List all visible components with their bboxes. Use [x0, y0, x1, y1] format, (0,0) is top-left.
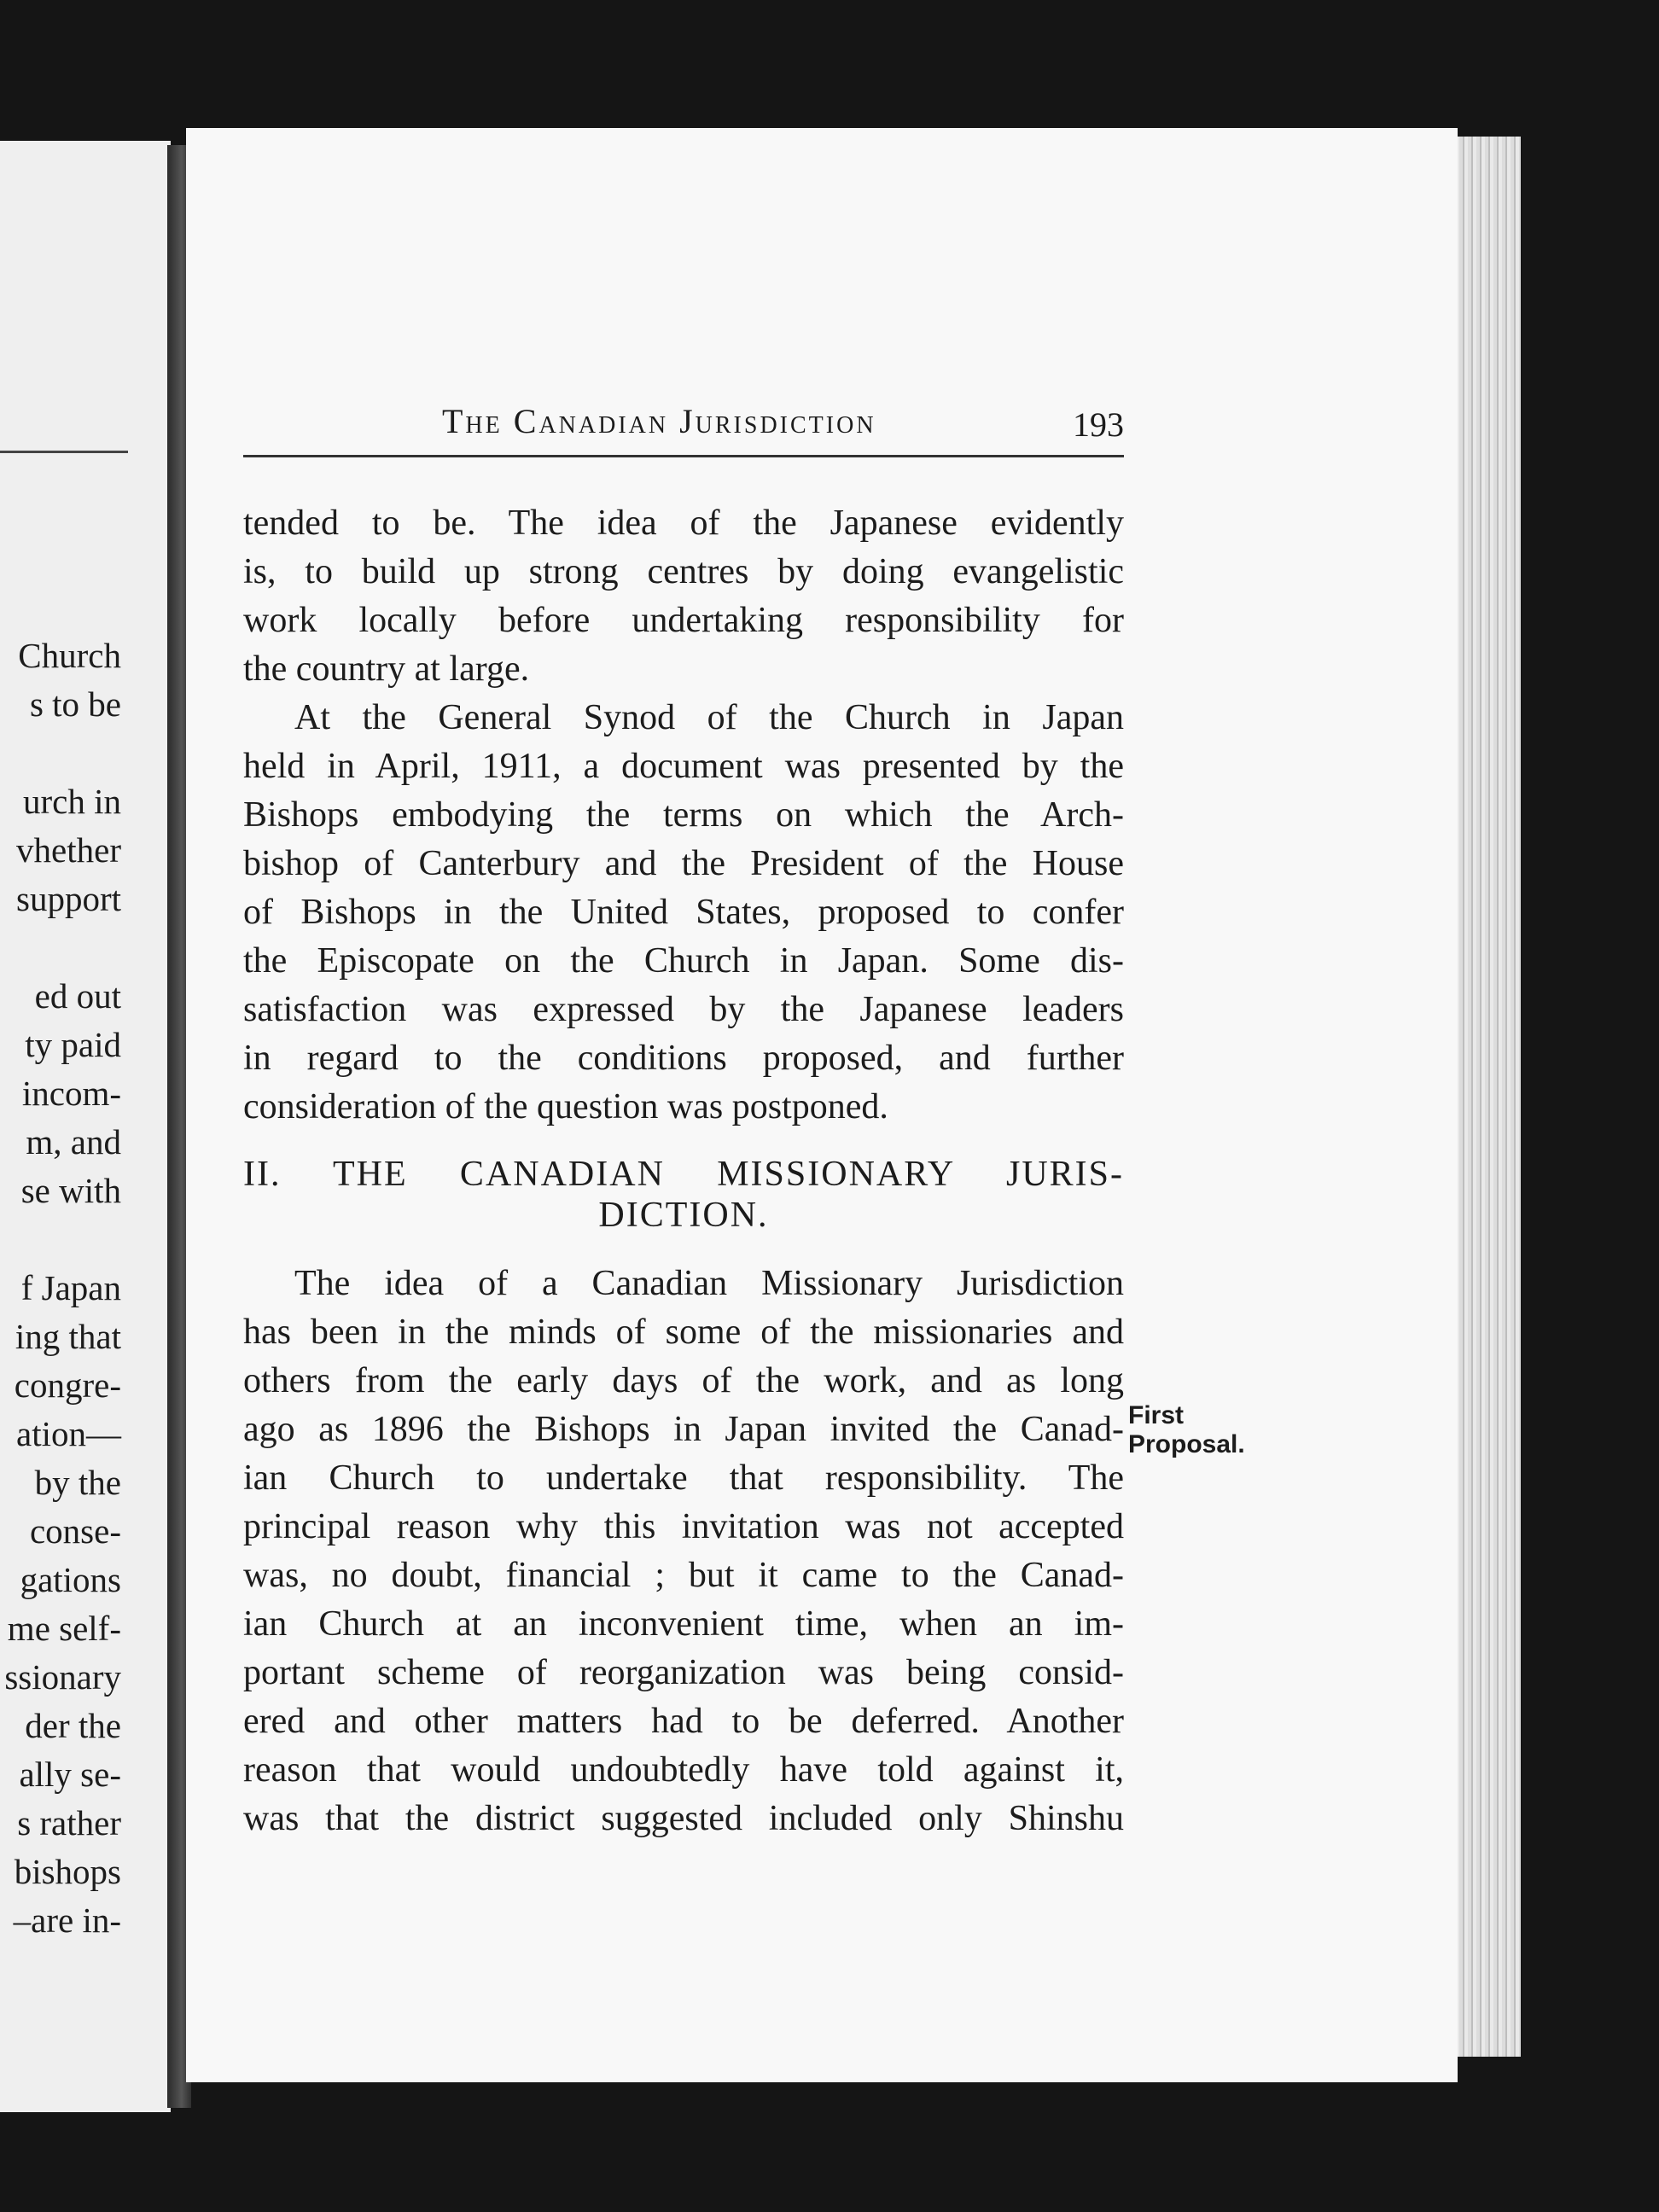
- left-fragment: bishops: [14, 1852, 121, 1891]
- left-fragment: s to be: [29, 684, 121, 724]
- paragraph-3: [243, 1260, 1124, 1843]
- page-number: 193: [1073, 405, 1124, 444]
- text-line: consideration of the question was postponed.: [243, 1087, 888, 1126]
- text-line: in regard to the conditions proposed, and further: [243, 1039, 1124, 1078]
- running-header: [243, 401, 1124, 452]
- text-line: principal reason why this invitation was not accepted: [243, 1507, 1124, 1546]
- text-line: is, to build up strong centres by doing evangelistic: [243, 552, 1124, 591]
- left-fragment: m, and: [26, 1122, 121, 1161]
- left-fragment: der the: [25, 1706, 121, 1745]
- text-line: work locally before undertaking responsibility for: [243, 601, 1124, 640]
- section-heading: [243, 1154, 1124, 1236]
- text-line: reason that would undoubtedly have told against it,: [243, 1750, 1124, 1790]
- header-rule: [243, 455, 1124, 457]
- text-line: ago as 1896 the Bishops in Japan invited the Canad-: [243, 1410, 1124, 1449]
- left-fragment: [0, 1215, 121, 1264]
- left-fragment: ally se-: [19, 1755, 121, 1794]
- left-fragment: vhether: [16, 830, 121, 870]
- left-fragment: ed out: [34, 976, 121, 1016]
- left-fragment: [0, 729, 121, 777]
- left-fragment: gations: [20, 1560, 121, 1599]
- left-fragment: f Japan: [20, 1268, 121, 1307]
- left-fragment: ssionary: [4, 1657, 121, 1697]
- text-line: others from the early days of the work, and as long: [243, 1361, 1124, 1400]
- left-fragment: conse-: [29, 1511, 121, 1551]
- text-line: At the General Synod of the Church in Japan: [294, 698, 1124, 737]
- text-line: the country at large.: [243, 649, 530, 689]
- left-fragment: urch in: [23, 782, 121, 821]
- text-line: ered and other matters had to be deferred. Another: [243, 1702, 1124, 1741]
- section-heading-line-1: II. THE CANADIAN MISSIONARY JURIS-: [243, 1155, 1124, 1194]
- section-heading-line-2: DICTION.: [598, 1196, 769, 1235]
- text-line: of Bishops in the United States, proposed to confer: [243, 893, 1124, 932]
- text-line: ian Church at an inconvenient time, when an im-: [243, 1604, 1124, 1644]
- left-fragment: se with: [20, 1171, 121, 1210]
- left-fragment: ation—: [16, 1414, 121, 1453]
- text-line: The idea of a Canadian Missionary Jurisdiction: [294, 1264, 1124, 1303]
- facing-page-text-fragments: [0, 632, 121, 1945]
- paragraph-2: [243, 694, 1124, 1132]
- body-text: [243, 499, 1124, 1843]
- text-line: satisfaction was expressed by the Japanese leaders: [243, 990, 1124, 1029]
- text-line: portant scheme of reorganization was being consid-: [243, 1653, 1124, 1692]
- text-line: held in April, 1911, a document was presented by the: [243, 747, 1124, 786]
- text-line: bishop of Canterbury and the President of the House: [243, 844, 1124, 883]
- text-line: the Episcopate on the Church in Japan. Some dis-: [243, 941, 1124, 981]
- facing-page-left: [0, 141, 171, 2112]
- left-fragment: incom-: [21, 1074, 121, 1113]
- text-line: tended to be. The idea of the Japanese evidently: [243, 504, 1124, 543]
- text-line: has been in the minds of some of the missionaries and: [243, 1313, 1124, 1352]
- left-fragment: support: [16, 879, 121, 918]
- text-line: was, no doubt, financial ; but it came to the Canad-: [243, 1556, 1124, 1595]
- margin-note: [1128, 1401, 1245, 1459]
- left-fragment: s rather: [17, 1803, 121, 1842]
- text-line: Bishops embodying the terms on which the Arch-: [243, 795, 1124, 835]
- left-fragment: –are in-: [13, 1901, 121, 1940]
- left-fragment: [0, 923, 121, 972]
- left-fragment: Church: [18, 636, 121, 675]
- left-fragment: ty paid: [25, 1025, 121, 1064]
- margin-note-line-1: First: [1128, 1401, 1185, 1429]
- left-fragment: by the: [34, 1463, 121, 1502]
- left-fragment: ing that: [15, 1317, 121, 1356]
- text-line: ian Church to undertake that responsibility. The: [243, 1458, 1124, 1498]
- paragraph-1: [243, 499, 1124, 694]
- left-fragment: congre-: [14, 1365, 121, 1405]
- text-line: was that the district suggested included only Shinshu: [243, 1799, 1124, 1838]
- left-fragment: me self-: [7, 1609, 121, 1648]
- running-title: The Canadian Jurisdiction: [442, 402, 876, 440]
- facing-page-header-rule: [0, 451, 128, 453]
- margin-note-line-2: Proposal.: [1128, 1430, 1245, 1458]
